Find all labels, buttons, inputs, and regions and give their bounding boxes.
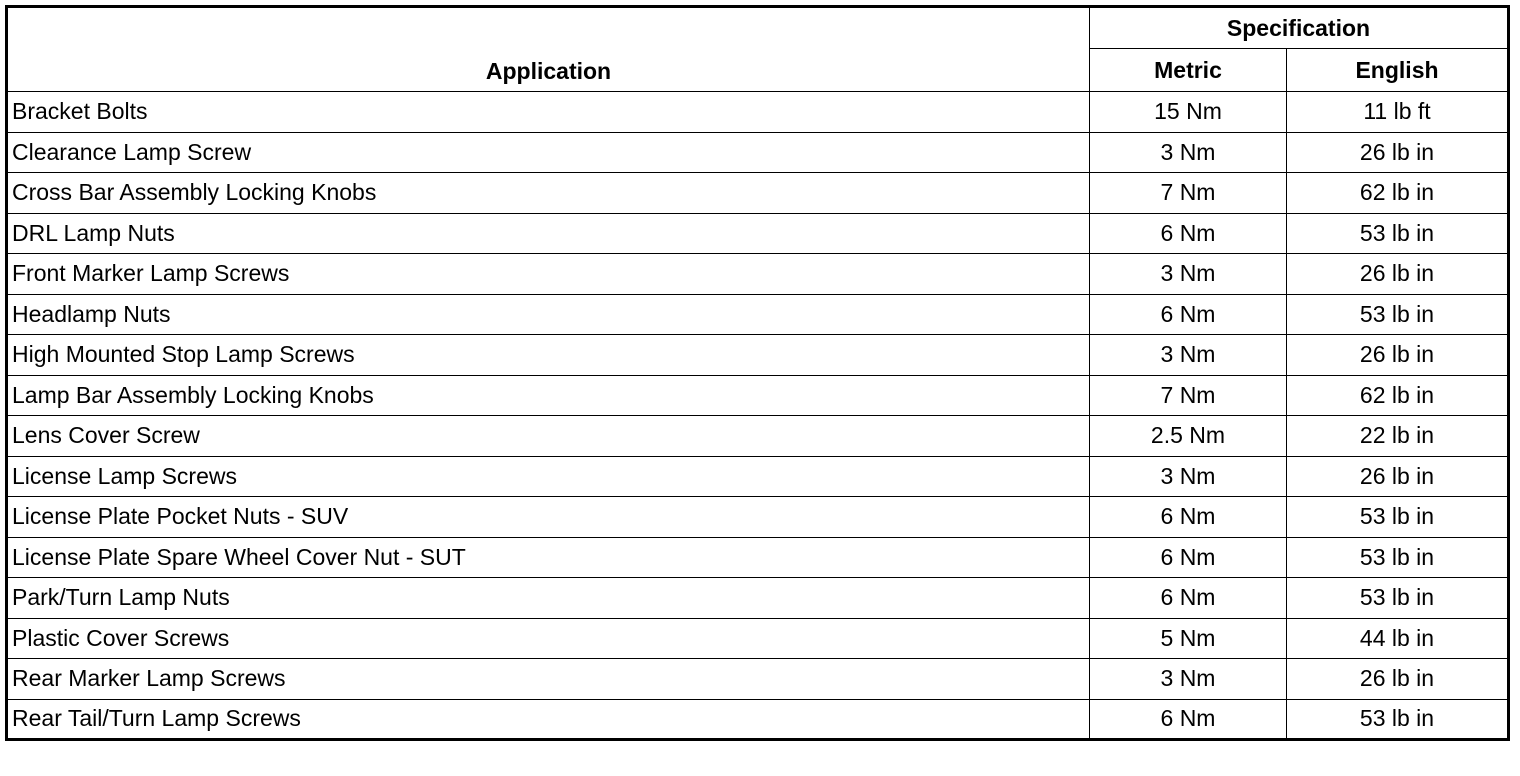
application-cell: DRL Lamp Nuts — [7, 213, 1090, 254]
application-cell: Rear Tail/Turn Lamp Screws — [7, 699, 1090, 740]
specification-group-header: Specification — [1090, 7, 1509, 49]
application-cell: License Plate Pocket Nuts - SUV — [7, 497, 1090, 538]
table-row — [7, 699, 1509, 740]
application-cell: License Plate Spare Wheel Cover Nut - SUT — [7, 537, 1090, 578]
english-cell: 26 lb in — [1287, 456, 1509, 497]
english-cell: 26 lb in — [1287, 254, 1509, 295]
metric-cell: 6 Nm — [1090, 537, 1287, 578]
table-row — [7, 416, 1509, 457]
table-row — [7, 456, 1509, 497]
table-row — [7, 537, 1509, 578]
metric-cell: 3 Nm — [1090, 254, 1287, 295]
english-cell: 53 lb in — [1287, 213, 1509, 254]
table-row — [7, 618, 1509, 659]
metric-cell: 6 Nm — [1090, 213, 1287, 254]
english-cell: 11 lb ft — [1287, 92, 1509, 133]
table-row — [7, 213, 1509, 254]
table-row — [7, 375, 1509, 416]
english-cell: 62 lb in — [1287, 375, 1509, 416]
metric-cell: 7 Nm — [1090, 375, 1287, 416]
torque-spec-table — [5, 5, 1510, 741]
metric-cell: 6 Nm — [1090, 699, 1287, 740]
application-cell: Clearance Lamp Screw — [7, 132, 1090, 173]
table-body — [7, 92, 1509, 740]
english-cell: 26 lb in — [1287, 335, 1509, 376]
table-row — [7, 294, 1509, 335]
application-cell: Lamp Bar Assembly Locking Knobs — [7, 375, 1090, 416]
english-cell: 53 lb in — [1287, 699, 1509, 740]
table-header — [7, 7, 1509, 92]
table-row — [7, 173, 1509, 214]
english-cell: 44 lb in — [1287, 618, 1509, 659]
metric-cell: 6 Nm — [1090, 578, 1287, 619]
application-column-header: Application — [7, 7, 1090, 92]
metric-cell: 6 Nm — [1090, 497, 1287, 538]
metric-cell: 3 Nm — [1090, 456, 1287, 497]
application-cell: High Mounted Stop Lamp Screws — [7, 335, 1090, 376]
english-cell: 22 lb in — [1287, 416, 1509, 457]
application-cell: Plastic Cover Screws — [7, 618, 1090, 659]
english-column-header: English — [1287, 49, 1509, 92]
application-cell: Park/Turn Lamp Nuts — [7, 578, 1090, 619]
table-row — [7, 497, 1509, 538]
metric-cell: 5 Nm — [1090, 618, 1287, 659]
application-cell: License Lamp Screws — [7, 456, 1090, 497]
metric-cell: 3 Nm — [1090, 132, 1287, 173]
application-cell: Headlamp Nuts — [7, 294, 1090, 335]
metric-cell: 15 Nm — [1090, 92, 1287, 133]
english-cell: 53 lb in — [1287, 537, 1509, 578]
english-cell: 62 lb in — [1287, 173, 1509, 214]
application-cell: Rear Marker Lamp Screws — [7, 659, 1090, 700]
table-row — [7, 254, 1509, 295]
header-row-top — [7, 7, 1509, 49]
table-row — [7, 335, 1509, 376]
metric-cell: 7 Nm — [1090, 173, 1287, 214]
table-row — [7, 132, 1509, 173]
metric-cell: 3 Nm — [1090, 335, 1287, 376]
table-row — [7, 578, 1509, 619]
metric-cell: 2.5 Nm — [1090, 416, 1287, 457]
english-cell: 26 lb in — [1287, 659, 1509, 700]
english-cell: 53 lb in — [1287, 294, 1509, 335]
application-cell: Cross Bar Assembly Locking Knobs — [7, 173, 1090, 214]
table-row — [7, 92, 1509, 133]
english-cell: 26 lb in — [1287, 132, 1509, 173]
table-row — [7, 659, 1509, 700]
metric-column-header: Metric — [1090, 49, 1287, 92]
english-cell: 53 lb in — [1287, 497, 1509, 538]
metric-cell: 6 Nm — [1090, 294, 1287, 335]
application-cell: Lens Cover Screw — [7, 416, 1090, 457]
english-cell: 53 lb in — [1287, 578, 1509, 619]
application-cell: Bracket Bolts — [7, 92, 1090, 133]
metric-cell: 3 Nm — [1090, 659, 1287, 700]
application-cell: Front Marker Lamp Screws — [7, 254, 1090, 295]
